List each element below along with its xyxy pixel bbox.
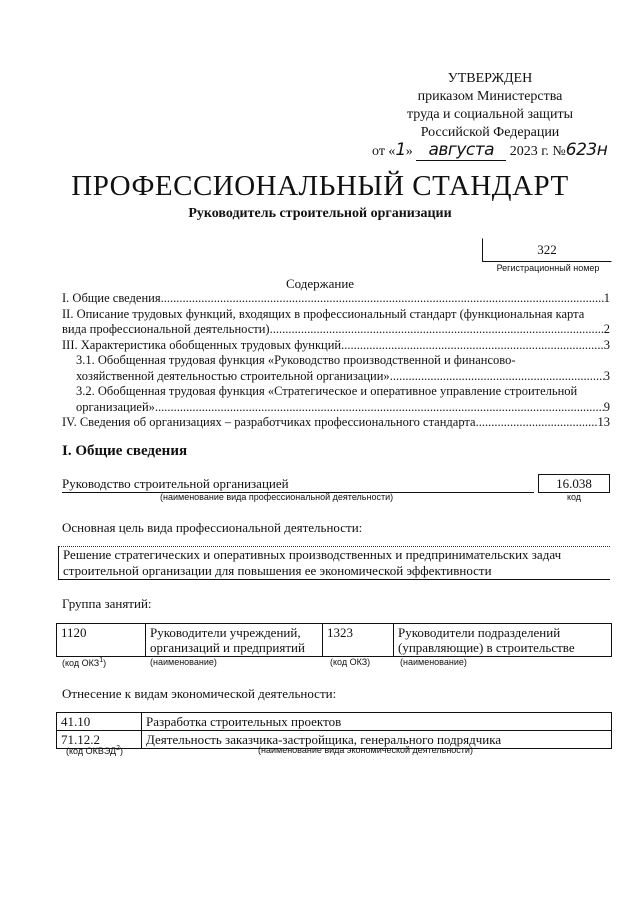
approval-title: УТВЕРЖДЕН <box>447 71 533 86</box>
toc-item-text: организацией» <box>76 399 155 414</box>
occupation-name-line: организаций и предприятий <box>150 640 305 655</box>
toc-item-text: хозяйственной деятельностью строительной организации» <box>76 368 390 383</box>
code-caption: код <box>566 492 582 502</box>
okved-table <box>56 712 612 749</box>
toc-item[interactable] <box>62 369 610 385</box>
okved-label: Отнесение к видам экономической деятельности: <box>62 686 337 701</box>
goal-box <box>58 546 610 580</box>
toc-item-line: II. Описание трудовых функций, входящих в профессиональный стандарт (функциональная карта <box>62 306 585 321</box>
toc-item-page: 3 <box>603 368 610 383</box>
date-quote: » <box>405 144 413 159</box>
table-of-contents <box>62 291 610 431</box>
registration-label: Регистрационный номер <box>496 263 600 273</box>
table-row <box>57 624 612 657</box>
okved-code-caption: (код ОКВЭД$^2$) <box>66 745 124 756</box>
approval-date <box>372 140 607 161</box>
okz-code-cell: 1120 <box>57 624 146 657</box>
goal-text-line: строительной организации для повышения ее экономической эффективности <box>63 563 492 578</box>
toc-item-text: вида профессиональной деятельности) <box>62 322 270 336</box>
okz-code-caption: (код ОКЗ$^1$) <box>62 657 107 668</box>
activity-name-field <box>62 476 534 493</box>
okz-code-cell: 1323 <box>323 624 394 657</box>
approval-line: труда и социальной защиты <box>407 107 573 122</box>
date-year: 2023 г. № <box>509 144 566 159</box>
handwritten-order-number: 623н <box>565 140 608 160</box>
occupations-table <box>56 623 612 657</box>
activity-name: Руководство строительной организацией <box>62 476 289 491</box>
okved-name-cell: Деятельность заказчика-застройщика, генерального подрядчика <box>142 731 612 749</box>
occupation-name-line: (управляющие) в строительстве <box>398 640 575 655</box>
goal-label: Основная цель вида профессиональной деятельности: <box>62 520 363 535</box>
occupation-name-cell <box>394 624 612 657</box>
toc-item-page: 13 <box>597 415 610 429</box>
toc-item-page: 2 <box>603 322 610 336</box>
toc-item-text: I. Общие сведения <box>62 291 161 305</box>
activity-name-caption: (наименование вида профессиональной деятельности) <box>160 492 394 502</box>
name-caption: (наименование) <box>400 657 467 667</box>
toc-item[interactable] <box>62 400 610 416</box>
approval-line: приказом Министерства <box>417 89 563 104</box>
activity-code: 16.038 <box>556 476 592 491</box>
handwritten-month: августа <box>416 140 506 161</box>
okved-name-cell: Разработка строительных проектов <box>142 713 612 731</box>
registration-number: 322 <box>537 242 557 257</box>
toc-item[interactable] <box>62 415 610 431</box>
table-row <box>57 713 612 731</box>
goal-text-line: Решение стратегических и оперативных производственных и предпринимательских задач <box>63 547 562 562</box>
toc-item-text: III. Характеристика обобщенных трудовых функций <box>62 337 342 352</box>
registration-number-box <box>482 238 612 262</box>
toc-item-text: IV. Сведения об организациях – разработчиках профессионального стандарта <box>62 415 476 429</box>
toc-item[interactable] <box>62 322 610 338</box>
document-title: ПРОФЕССИОНАЛЬНЫЙ СТАНДАРТ <box>71 170 569 202</box>
name-caption: (наименование) <box>150 657 217 667</box>
approval-line: Российской Федерации <box>420 125 560 140</box>
activity-code-box <box>538 474 610 493</box>
toc-item-line: 3.1. Обобщенная трудовая функция «Руководство производственной и финансово- <box>76 353 516 367</box>
okz-code-caption: (код ОКЗ) <box>330 657 371 667</box>
toc-item-line: 3.2. Обобщенная трудовая функция «Стратегическое и оперативное управление строительной <box>76 384 578 398</box>
approval-block <box>340 70 640 142</box>
toc-item-page: 9 <box>603 399 610 414</box>
okved-code-cell: 71.12.2 <box>57 731 142 749</box>
occupation-name-cell <box>146 624 323 657</box>
occupation-name-line: Руководители учреждений, <box>150 625 301 640</box>
document-subtitle: Руководитель строительной организации <box>188 206 452 221</box>
okved-name-caption: (наименование вида экономической деятельности) <box>258 745 473 755</box>
toc-item-page: 3 <box>603 337 610 352</box>
toc-item-page: 1 <box>603 291 610 305</box>
toc-item[interactable] <box>62 291 610 307</box>
date-prefix: от « <box>372 144 396 159</box>
handwritten-day: 1 <box>395 140 406 160</box>
toc-heading: Содержание <box>285 276 355 291</box>
footnote-mark: 2 <box>116 745 121 752</box>
okved-code-cell: 41.10 <box>57 713 142 731</box>
section-heading: I. Общие сведения <box>62 443 188 459</box>
footnote-mark: 1 <box>99 657 104 664</box>
occupations-label: Группа занятий: <box>62 596 152 611</box>
occupation-name-line: Руководители подразделений <box>398 625 561 640</box>
toc-item[interactable] <box>62 338 610 354</box>
